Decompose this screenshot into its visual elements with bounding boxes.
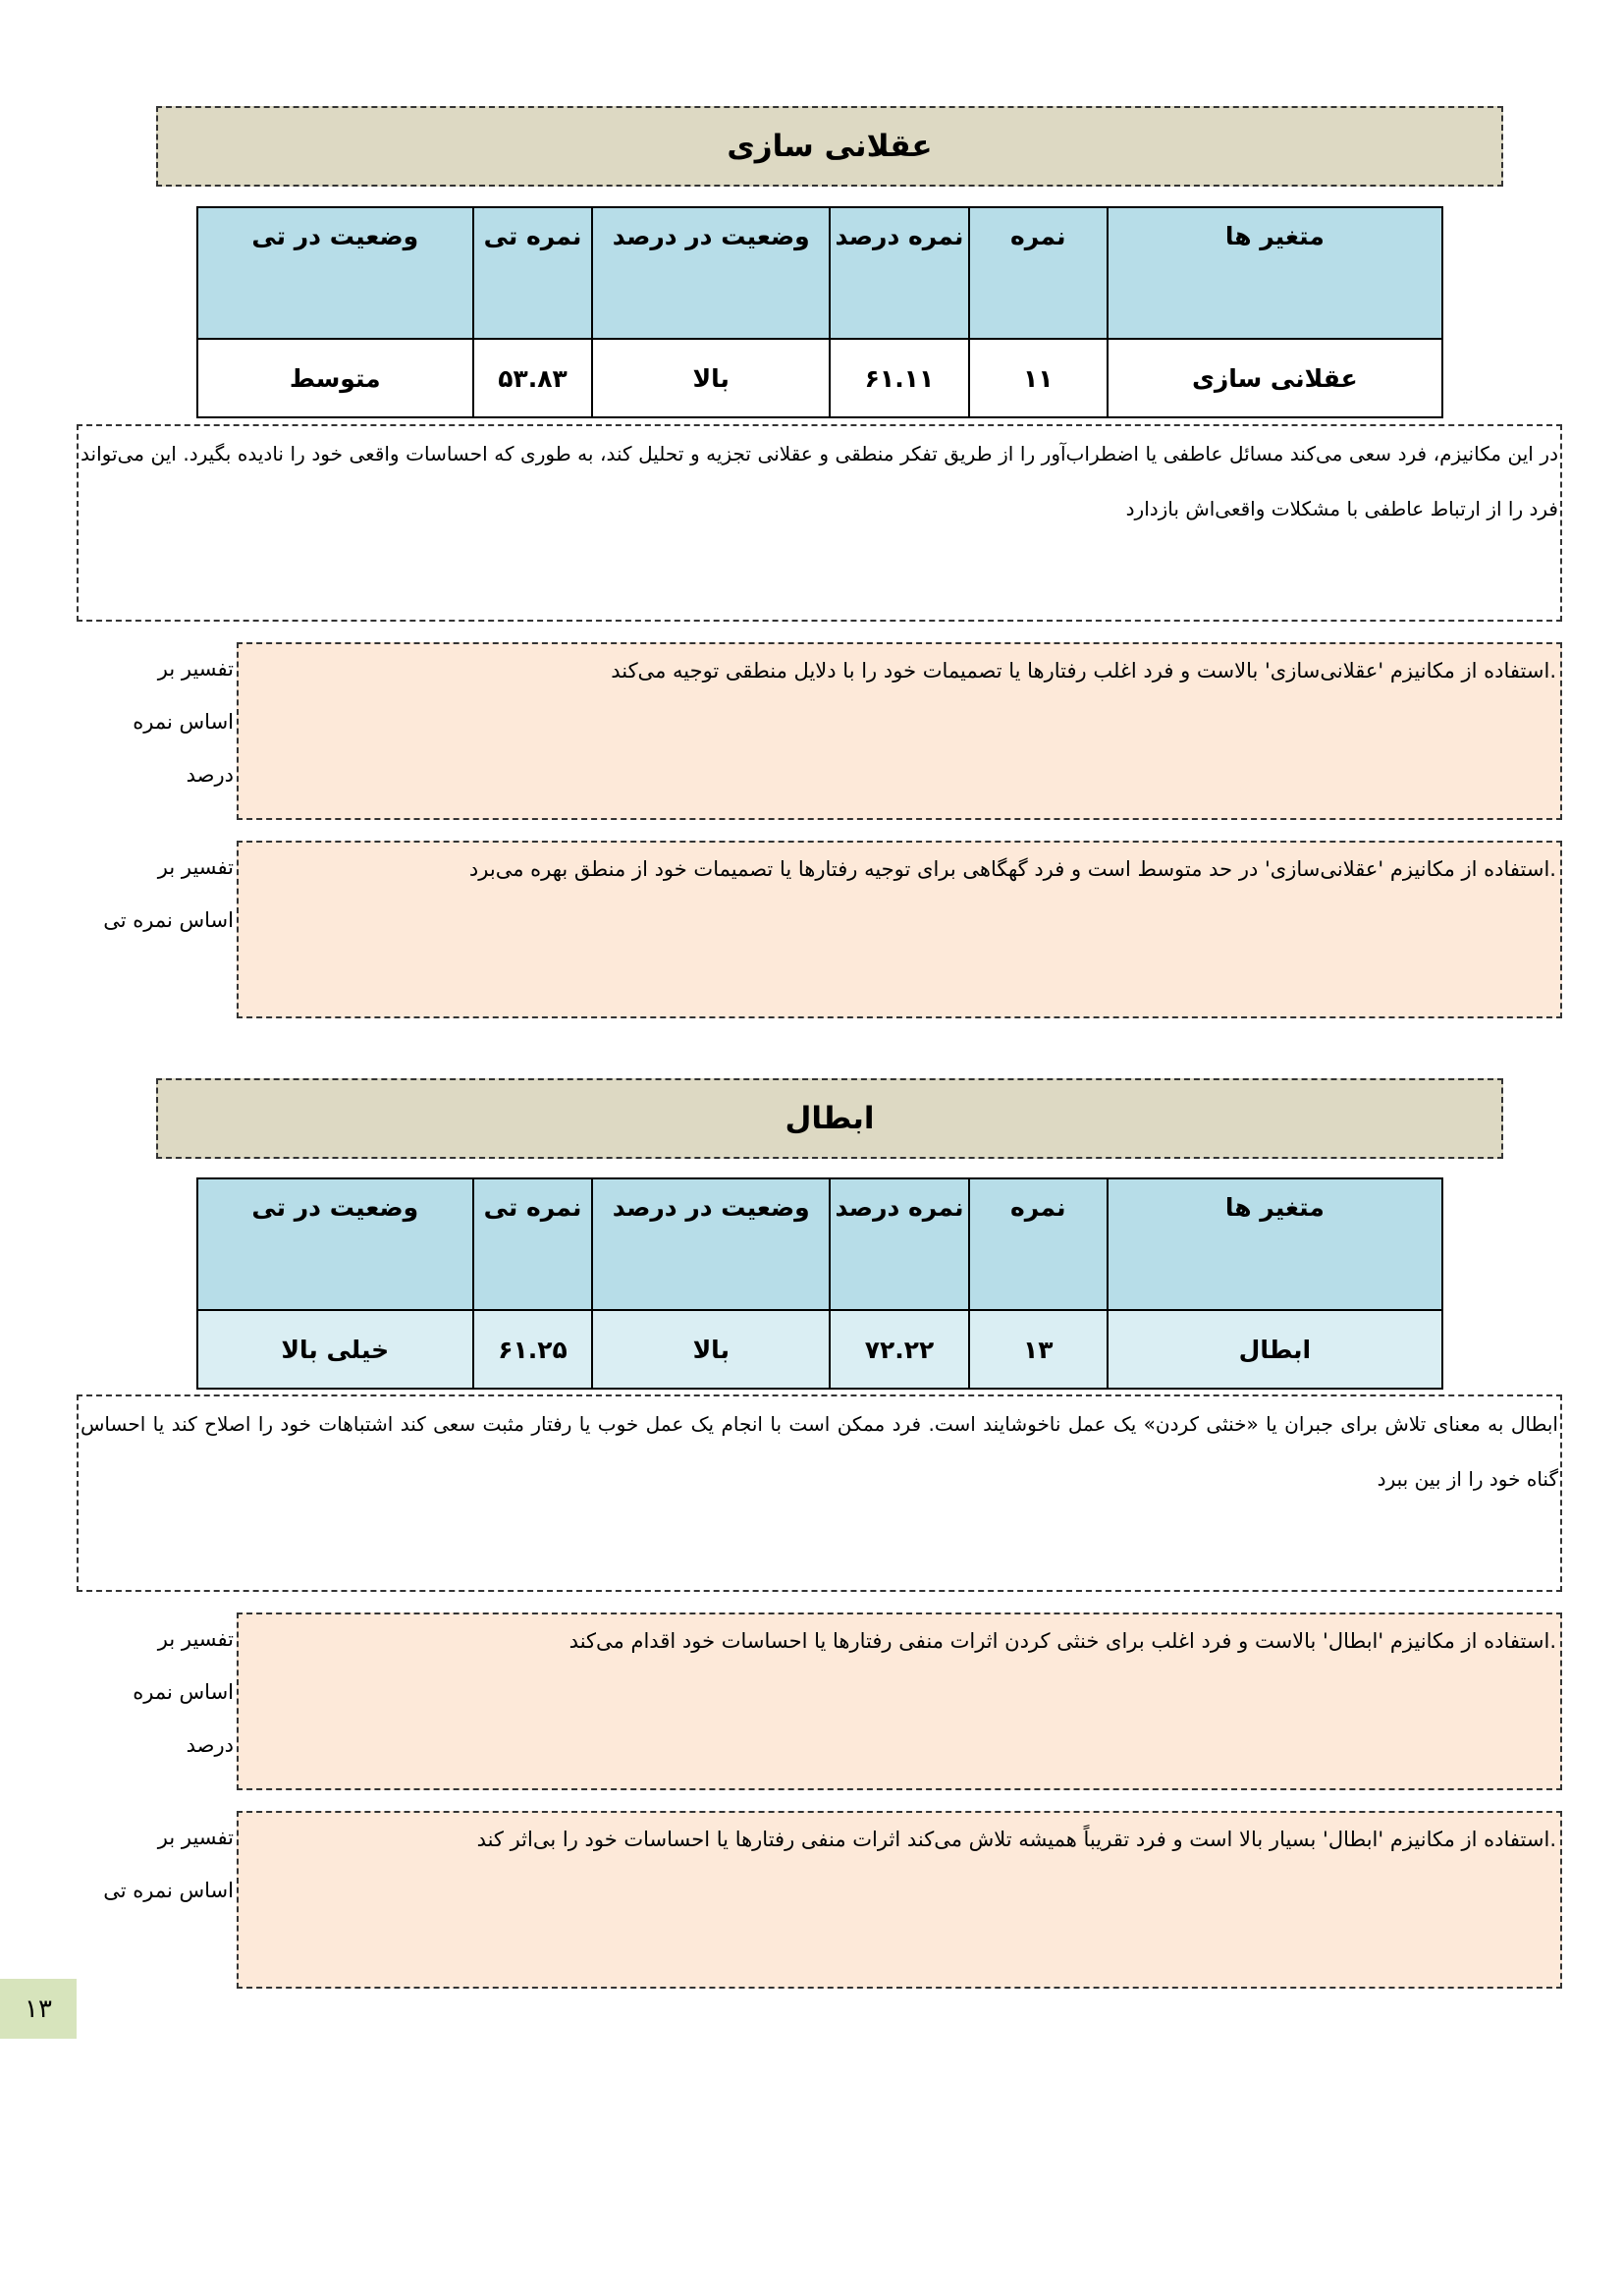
description-box: ابطال به معنای تلاش برای جبران یا «خنثی کردن» یک عمل ناخوشایند است. فرد ممکن است با انجام یک عمل خوب یا رفتار مثبت سعی کند اشتباهات خود را اصلاح کند یا احساس گناه خود را از بین ببرد <box>77 1394 1562 1592</box>
header-percent-score: نمره درصد <box>830 1178 969 1310</box>
header-percent-status: وضعیت در درصد <box>592 1178 830 1310</box>
interp-t-label: تفسیر بر اساس نمره تی <box>103 1826 234 1902</box>
interp-t-box: .استفاده از مکانیزم 'ابطال' بسیار بالا است و فرد تقریباً همیشه تلاش می‌کند اثرات منفی رفتارها یا احساسات خود را بی‌اثر کند <box>237 1811 1562 1989</box>
cell-percent-score: ۶۱.۱۱ <box>830 339 969 417</box>
interp-t-box: .استفاده از مکانیزم 'عقلانی‌سازی' در حد متوسط است و فرد گهگاهی برای توجیه رفتارها یا تصمیمات خود از منطق بهره می‌برد <box>237 841 1562 1018</box>
header-t-status: وضعیت در تی <box>197 1178 473 1310</box>
section-title-rationalization: عقلانی سازی <box>156 106 1503 187</box>
cell-percent-score: ۷۲.۲۲ <box>830 1310 969 1389</box>
scores-table-rationalization <box>196 206 1443 418</box>
description-box: در این مکانیزم، فرد سعی می‌کند مسائل عاطفی یا اضطراب‌آور را از طریق تفکر منطقی و عقلانی تجزیه و تحلیل کند، به طوری که احساسات واقعی خود را نادیده بگیرد. این می‌تواند فرد را از ارتباط عاطفی با مشکلات واقعی‌اش بازدارد <box>77 424 1562 622</box>
header-variable: متغیر ها <box>1108 207 1442 339</box>
cell-t-status: متوسط <box>197 339 473 417</box>
header-percent-status: وضعیت در درصد <box>592 207 830 339</box>
cell-t-score: ۶۱.۲۵ <box>473 1310 593 1389</box>
table-header-row <box>197 207 1442 339</box>
table-header-row <box>197 1178 1442 1310</box>
scores-table-undoing <box>196 1177 1443 1390</box>
cell-t-status: خیلی بالا <box>197 1310 473 1389</box>
interp-percent-label: تفسیر بر اساس نمره درصد <box>133 1627 234 1757</box>
table-row <box>197 1310 1442 1389</box>
header-t-score: نمره تی <box>473 1178 593 1310</box>
cell-percent-status: بالا <box>592 1310 830 1389</box>
header-score: نمره <box>969 1178 1108 1310</box>
interp-percent-label: تفسیر بر اساس نمره درصد <box>133 657 234 787</box>
header-percent-score: نمره درصد <box>830 207 969 339</box>
cell-t-score: ۵۳.۸۳ <box>473 339 593 417</box>
header-t-score: نمره تی <box>473 207 593 339</box>
header-t-status: وضعیت در تی <box>197 207 473 339</box>
header-variable: متغیر ها <box>1108 1178 1442 1310</box>
page-number: ۱۳ <box>0 1979 77 2039</box>
cell-score: ۱۳ <box>969 1310 1108 1389</box>
section-title-undoing: ابطال <box>156 1078 1503 1159</box>
header-score: نمره <box>969 207 1108 339</box>
interp-percent-box: .استفاده از مکانیزم 'عقلانی‌سازی' بالاست و فرد اغلب رفتارها یا تصمیمات خود را با دلایل منطقی توجیه می‌کند <box>237 642 1562 820</box>
interp-percent-box: .استفاده از مکانیزم 'ابطال' بالاست و فرد اغلب برای خنثی کردن اثرات منفی رفتارها یا احساسات خود اقدام می‌کند <box>237 1613 1562 1790</box>
interp-t-label: تفسیر بر اساس نمره تی <box>103 855 234 932</box>
cell-variable: ابطال <box>1108 1310 1442 1389</box>
cell-score: ۱۱ <box>969 339 1108 417</box>
table-row <box>197 339 1442 417</box>
cell-percent-status: بالا <box>592 339 830 417</box>
cell-variable: عقلانی سازی <box>1108 339 1442 417</box>
